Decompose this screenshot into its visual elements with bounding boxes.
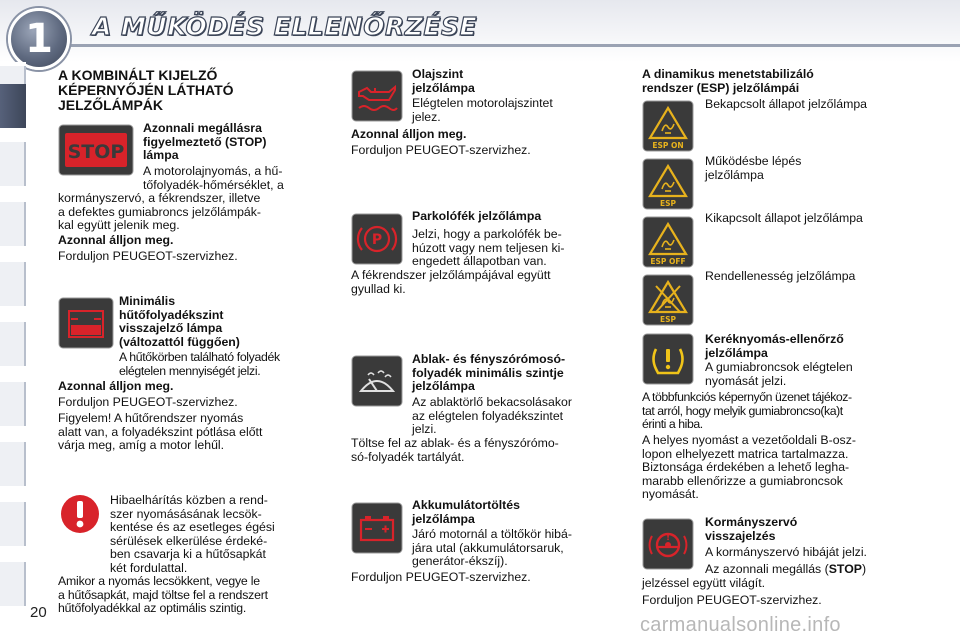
esp-fault-icon (642, 274, 694, 326)
tyre-lamp-desc: A gumiabroncsok elégtelen nyomását jelzi. (705, 360, 853, 388)
chapter-tab[interactable] (0, 142, 26, 186)
battery-icon (351, 502, 403, 554)
chapter-tab[interactable] (0, 442, 26, 486)
esp-on-icon (642, 100, 694, 152)
parking-lamp-after: A fékrendszer jelzőlámpájával együtt gyullad ki. (351, 268, 551, 296)
stop-lamp-desc-b: kormányszervó, a fékrendszer, illetve a defektes gumiabroncs jelzőlámpák- kal együtt jelenik meg. (58, 191, 262, 233)
parking-brake-icon (351, 213, 403, 265)
stop-lamp-action: Azonnal álljon meg. (58, 233, 174, 247)
chapter-badge (8, 8, 70, 70)
washer-lamp-desc: Az ablaktörlő bekacsolásakor az elégtelen folyadékszintet jelzi. (412, 395, 572, 437)
chapter-number: 1 (25, 16, 53, 62)
oil-level-icon (351, 70, 403, 122)
esp-off-icon (642, 216, 694, 268)
stop-warning-icon (58, 124, 134, 176)
esp-icon-label: ESP ON (652, 141, 684, 150)
stop-icon-label: STOP (67, 141, 125, 163)
oil-lamp-desc: Elégtelen motorolajszintet jelez. (412, 96, 553, 124)
esp-fault-text: Rendellenesség jelzőlámpa (705, 269, 856, 283)
chapter-tab[interactable] (0, 322, 26, 366)
tyre-pressure-icon (642, 333, 694, 385)
steering-lamp-desc: A kormányszervó hibáját jelzi. (705, 545, 867, 559)
chapter-tab[interactable] (0, 262, 26, 306)
tyre-info-pressure: A helyes nyomást a vezetőoldali B-osz- lopon elhelyezett matrica tartalmazza. Biztonsága érdekében a lehető legha- marabb ellenőrizze a gumiabroncsok nyomását. (642, 433, 856, 502)
washer-lamp-title: Ablak- és fényszórómosó- folyadék minimális szintje jelzőlámpa (412, 352, 566, 394)
coolant-lamp-service: Forduljon PEUGEOT-szervizhez. (58, 395, 238, 409)
svg-text:!: ! (665, 533, 671, 543)
stop-lamp-title: Azonnali megállásra figyelmeztető (STOP) lámpa (143, 121, 267, 163)
watermark: carmanualsonline.info (640, 614, 841, 636)
caution-text: Hibaelhárítás közben a rend- szer nyomásásának lecsök- kentése és az esetleges égési sérülések elkerülése érdeké- ben csavarja ki a hűtősapkát két fordulattal. (110, 493, 275, 575)
chapter-rail (0, 62, 26, 640)
parking-lamp-title: Parkolófék jelzőlámpa (412, 209, 542, 223)
battery-lamp-desc: Járó motornál a töltőkör hibá- jára utal (akkumulátorsaruk, generátor-ékszíj). (412, 527, 572, 569)
oil-lamp-action: Azonnal álljon meg. (351, 127, 467, 141)
steering-stop-line2: jelzéssel együtt világít. (642, 576, 766, 590)
steering-lamp-title: Kormányszervó visszajelzés (705, 515, 798, 543)
esp-heading: A dinamikus menetstabilizáló rendszer (ESP) jelzőlámpái (642, 67, 814, 95)
coolant-lamp-title: Minimális hűtőfolyadékszint visszajelző lámpa (változattól függően) (119, 294, 240, 349)
tyre-info-display: A többfunkciós képernyőn üzenet tájékoz- tat arról, hogy melyik gumiabroncso(ka)t érinti a hiba. (642, 390, 852, 432)
esp-icon-label: ESP OFF (650, 257, 686, 266)
tyre-lamp-title: Keréknyomás-ellenőrző jelzőlámpa (705, 332, 844, 360)
coolant-level-icon (58, 297, 114, 349)
esp-active-icon (642, 158, 694, 210)
washer-lamp-after: Töltse fel az ablak- és a fényszórómo- só-folyadék tartályát. (351, 436, 559, 464)
svg-text:P: P (371, 232, 383, 248)
steering-stop-line: Az azonnali megállás (STOP) (705, 562, 867, 576)
page-number: 20 (30, 604, 47, 621)
stop-lamp-service: Forduljon PEUGEOT-szervizhez. (58, 249, 238, 263)
coolant-lamp-action: Azonnal álljon meg. (58, 379, 174, 393)
header-rule (40, 44, 960, 47)
chapter-tab[interactable] (0, 562, 26, 606)
steering-lamp-service: Forduljon PEUGEOT-szervizhez. (642, 593, 822, 607)
esp-icon-label: ESP (659, 199, 677, 208)
chapter-tab-active[interactable] (0, 84, 26, 128)
section-heading: A KOMBINÁLT KIJELZŐ KÉPERNYŐJÉN LÁTHATÓ JELZŐLÁMPÁK (58, 67, 234, 113)
chapter-tab[interactable] (0, 202, 26, 246)
power-steering-icon (642, 518, 694, 570)
caution-after: Amikor a nyomás lecsökkent, vegye le a hűtősapkát, majd töltse fel a rendszert hűtőfolyadékkal az optimális szintig. (58, 574, 268, 616)
chapter-tab[interactable] (0, 502, 26, 546)
chapter-tab[interactable] (0, 382, 26, 426)
oil-lamp-service: Forduljon PEUGEOT-szervizhez. (351, 143, 531, 157)
oil-lamp-title: Olajszint jelzőlámpa (412, 67, 475, 95)
page-title: A MŰKÖDÉS ELLENŐRZÉSE (92, 12, 478, 41)
washer-fluid-icon (351, 355, 403, 407)
battery-lamp-title: Akkumulátortöltés jelzőlámpa (412, 498, 520, 526)
stop-lamp-desc-a: A motorolajnyomás, a hű- tőfolyadék-hőmérséklet, a (143, 164, 284, 192)
caution-icon (58, 492, 102, 536)
esp-icon-label: ESP (659, 315, 677, 324)
battery-lamp-service: Forduljon PEUGEOT-szervizhez. (351, 570, 531, 584)
esp-off-text: Kikapcsolt állapot jelzőlámpa (705, 211, 863, 225)
coolant-lamp-desc: A hűtőkörben található folyadék elégtelen mennyiségét jelzi. (119, 350, 280, 378)
coolant-warning: Figyelem! A hűtőrendszer nyomás alatt van, a folyadékszint pótlása előtt várja meg, amíg a motor lehűl. (58, 411, 263, 453)
esp-on-text: Bekapcsolt állapot jelzőlámpa (705, 97, 868, 111)
parking-lamp-desc: Jelzi, hogy a parkolófék be- húzott vagy nem teljesen ki- engedett állapotban van. (412, 227, 565, 269)
esp-active-text: Működésbe lépés jelzőlámpa (705, 154, 802, 182)
